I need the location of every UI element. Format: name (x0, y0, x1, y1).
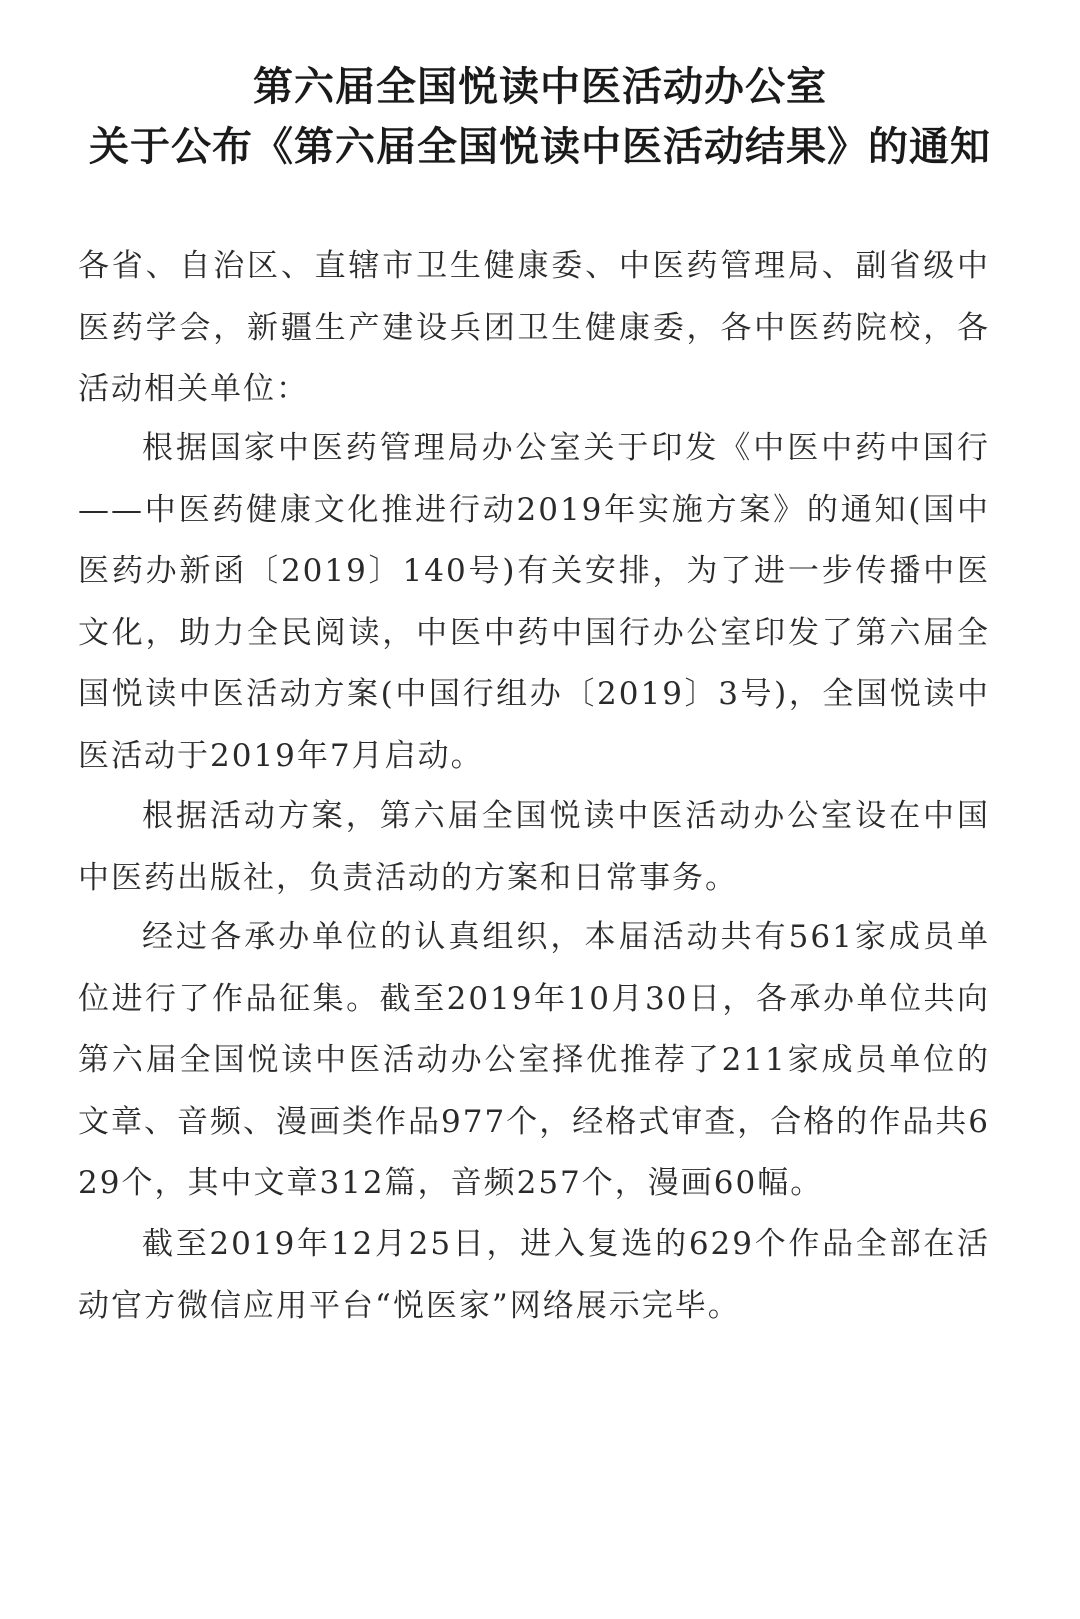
body-paragraph: 经过各承办单位的认真组织，本届活动共有561家成员单位进行了作品征集。截至2019年10月30日，各承办单位共向第六届全国悦读中医活动办公室择优推荐了211家成员单位的文章、音频、漫画类作品977个，经格式审查，合格的作品共629个，其中文章312篇，音频257个，漫画60幅。 (78, 919, 990, 1201)
document-title-line-2: 关于公布《第六届全国悦读中医活动结果》的通知 (89, 123, 991, 170)
body-paragraph: 根据活动方案，第六届全国悦读中医活动办公室设在中国中医药出版社，负责活动的方案和日常事务。 (78, 798, 990, 896)
body-paragraph: 截至2019年12月25日，进入复选的629个作品全部在活动官方微信应用平台“悦医家”网络展示完毕。 (78, 1226, 990, 1324)
addressee-paragraph: 各省、自治区、直辖市卫生健康委、中医药管理局、副省级中医药学会，新疆生产建设兵团卫生健康委，各中医药院校，各活动相关单位： (78, 248, 990, 407)
body-paragraph: 根据国家中医药管理局办公室关于印发《中医中药中国行——中医药健康文化推进行动2019年实施方案》的通知(国中医药办新函〔2019〕140号)有关安排，为了进一步传播中医文化，助力全民阅读，中医中药中国行办公室印发了第六届全国悦读中医活动方案(中国行组办〔2019〕3号)，全国悦读中医活动于2019年7月启动。 (78, 430, 990, 774)
document-title-line-1: 第六届全国悦读中医活动办公室 (253, 63, 827, 110)
